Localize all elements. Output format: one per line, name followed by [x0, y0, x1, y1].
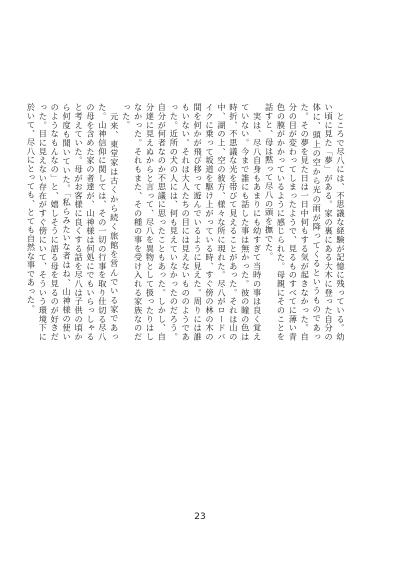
paragraph-1: ところで尽八には、不思議な経験が記憶に残っている。幼い頃に見た「夢」がある。家の裏にある大木に登った自分の体に、頭上の空から光の雨が降ってくるというものであった。その夢を見た日は一日中何もする気が起きなかった。自分の目が変わってしまったようで、見るものすべてに薄い青色の膜がかかっているように感じられた。母親にそのことを話すと、母は黙って尽八の頭を撫でた。 [264, 103, 346, 341]
vertical-text-body [26, 103, 346, 341]
paragraph-2: 実は、尽八自身もあまりにも幼すぎて当時の事は良く覚えていない。今まで誰にも話した事は無かった。彼の瞳の色は時折、不思議な光を帯びて見えることがあった。それは山の中、湖の上、空の彼方、様々な所に現れた。尽八がロードバイクに乗って坂道を駆け上がっている時、すぐ傍の林の木の間を何かが飛び移って遊んでいるように見えた。周りには誰もいない。それは大人たちの目には見えないもののようであった。近所の犬の人には、何も見えていなかったのだろう。自分が何者なのか不思議に思ったこともあった。しかし、自分達に見えぬからと言って、尽八を異物として扱ったりはしなかった。それもまた、その種の事を受け入れる家族なのだった。 [121, 103, 263, 341]
paragraph-3: 元来、東堂家は古くから続く旅館を営んでいる家であった。山神信仰に関しては、その一切の行事を取り仕切る尽八の母を含めた家の者達が、山神様は何処にでもいらっしゃると考えていた。母がお客様に良くする話を尽八は子供の頃から何度も聞いていた。「私らみたいな者はね、山神様の使いのようなもんなの」と、嬉しそうに語る母を見るのが好きだった。目に見えない存在がすぐ傍にいて、そういう環境下に於いて、尽八にとっても、とても自然な事であった。 [26, 103, 120, 341]
page-number: 23 [194, 512, 206, 522]
